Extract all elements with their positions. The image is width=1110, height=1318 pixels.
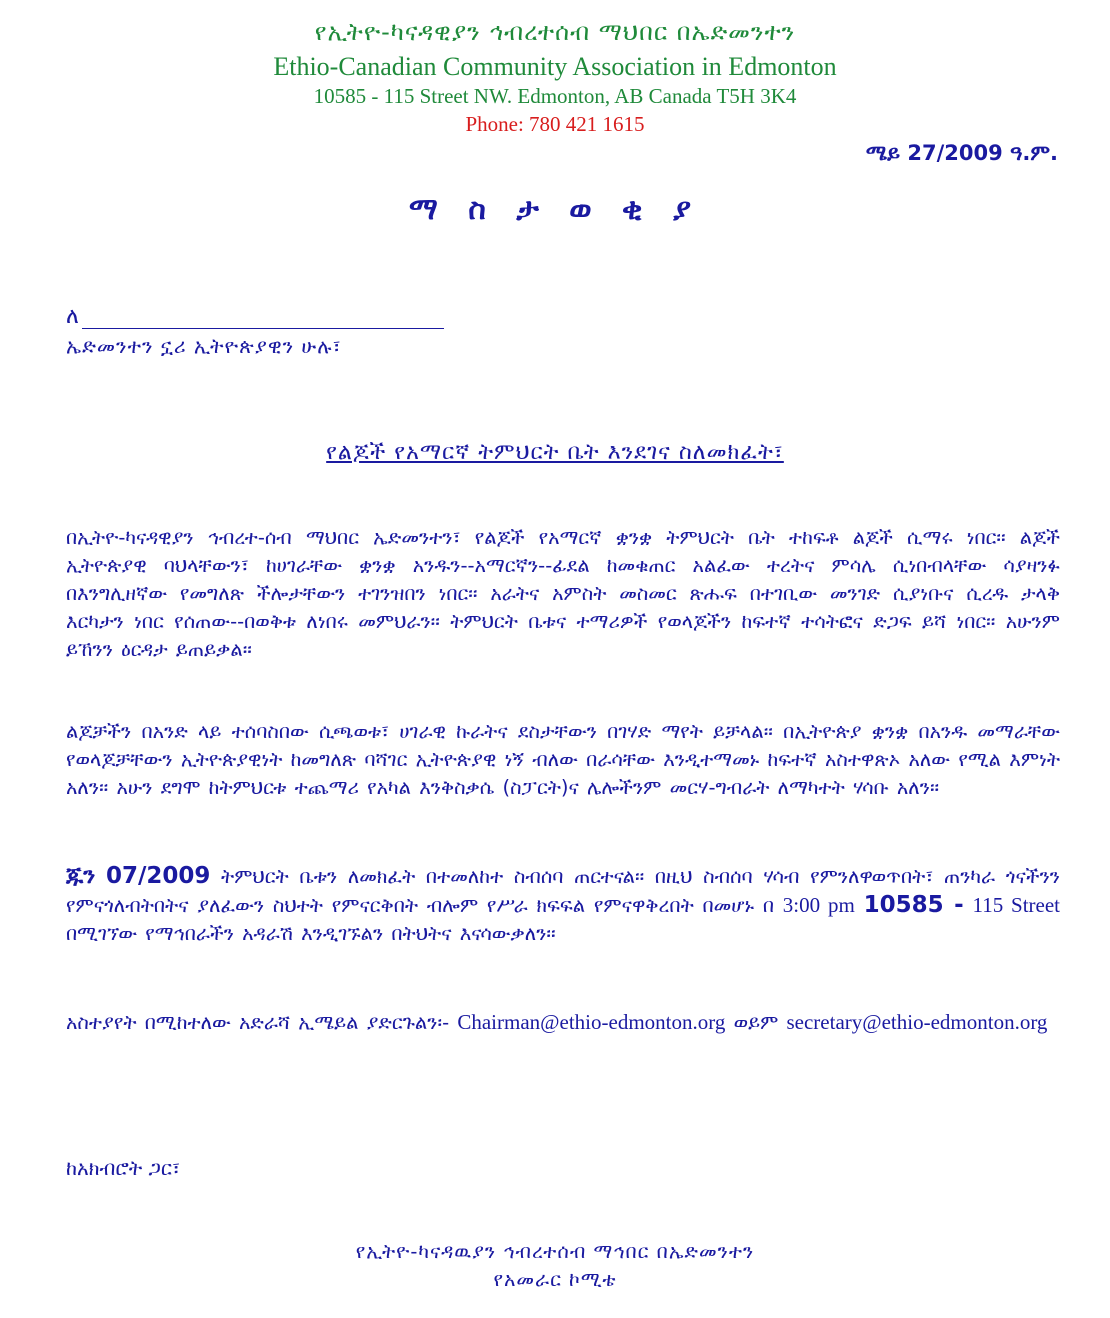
recipient-line: ኤድመንተን ኗሪ ኢትዮጵያዊን ሁሉ፣ <box>66 334 342 358</box>
secretary-email-link[interactable]: secretary@ethio-edmonton.org <box>786 1010 1048 1034</box>
org-address: 10585 - 115 Street NW. Edmonton, AB Canada T5H 3K4 <box>313 84 797 108</box>
notice-title: ማ ስ ታ ወ ቂ ያ <box>408 192 702 227</box>
chairman-email-link[interactable]: Chairman@ethio-edmonton.org <box>457 1010 726 1034</box>
meeting-date: 07/2009 <box>105 863 211 889</box>
letter-subject: የልጆች የአማርኛ ትምህርት ቤት እንደገና ስለመክፈት፣ <box>326 440 784 465</box>
body-paragraph-3 <box>66 862 1060 948</box>
meeting-month: ጁን <box>66 863 96 889</box>
org-name-english: Ethio-Canadian Community Association in Edmonton <box>273 52 837 81</box>
to-blank-line <box>82 328 444 329</box>
letter-date: ሜይ 27/2009 ዓ.ም. <box>865 141 1058 165</box>
meeting-street-name: 115 Street <box>972 893 1061 917</box>
meeting-text-a: ትምህርት ቤቱን ለመክፈት በተመለከተ ስብሰባ ጠርተናል፡፡ በዚህ ስብሰባ ሃሳብ የምንለዋወጥበት፣ ጠንካራ ጎናችንን የምናጎለብትበትና ያለፈውን ስህተት የምናርቅበት ብሎም የሥራ ክፍፍል የምናዋቅረበት በመሆኑ በ <box>66 865 1061 917</box>
meeting-time: 3:00 pm <box>782 893 855 917</box>
meeting-text-b: በሚገኘው የማኅበራችን አዳራሽ እንዲገኙልን በትህትና እናሳውቃለን፡፡ <box>66 922 556 945</box>
to-prefix: ለ <box>66 304 79 329</box>
signature-committee: የአመራር ኮሚቴ <box>493 1268 617 1291</box>
closing-line: ከአክብሮት ጋር፣ <box>66 1156 181 1180</box>
signature-org: የኢትዮ-ካናዳዉያን ኅብረተሰብ ማኅበር በኤድመንተን <box>355 1240 755 1263</box>
contact-paragraph <box>66 1008 1060 1037</box>
meeting-street-number: 10585 - <box>863 892 964 918</box>
body-paragraph-1: በኢትዮ-ካናዳዊያን ኅብረተ-ሰብ ማህበር ኤድመንተን፣ የልጆች የአማርኛ ቋንቋ ትምህርት ቤት ተከፍቶ ልጆች ሲማሩ ነበር፡፡ ልጆች ኢትዮጵያዊ ባህላቸውን፣ ከሀገራቸው ቋንቋ አንዱን--አማርኛን--ፊደል ከመቁጠር አልፈው ተረትና ምሳሌ ሲነበብላቸው ሳያዛንፉ በእንግሊዘኛው የመግለጽ ችሎታቸውን ተገንዝበን ነበር፡፡ አራትና አምስት መስመር ጽሑፍ በተገቢው መንገድ ሲያነቡና ሲረዱ ታላቅ እርካታን ነበር የሰጠው--በወቅቱ ለነበሩ መምህራን፡፡ ትምህርት ቤቱና ተማሪዎች የወላጆችን ከፍተኛ ተሳትፎና ድጋፍ ይሻ ነበር፡፡ አሁንም ይኸንን ዕርዳታ ይጠይቃል፡፡ <box>66 526 1060 661</box>
contact-text: አስተያየት በሚከተለው አድራሻ ኢሜይል ያድርጉልን፡- <box>66 1011 450 1034</box>
org-phone: Phone: 780 421 1615 <box>465 112 645 136</box>
contact-or: ወይም <box>733 1011 779 1034</box>
body-paragraph-2: ልጆቻችን በአንድ ላይ ተሰባስበው ሲጫወቱ፣ ሀገራዊ ኩራትና ደስታቸውን በገሃድ ማየት ይቻላል፡፡ በኢትዮጵያ ቋንቋ በአንዱ መማራቸው የወላጆቻቸውን ኢትዮጵያዊነት ከመግለጽ ባሻገር ኢትዮጵያዊ ነኝ ብለው በራሳቸው እንዲተማመኑ ከፍተኛ አስተዋጽኦ አለው የሚል እምነት አለን፡፡ አሁን ደግሞ ከትምህርቱ ተጨማሪ የአካል እንቅስቃሴ (ስፓርት)ና ሌሎችንም መርሃ-ግብራት ለማካተት ሃሳቡ አለን፡፡ <box>66 720 1060 799</box>
org-name-amharic: የኢትዮ-ካናዳዊያን ኅብረተሰብ ማህበር በኤድመንተን <box>314 18 796 46</box>
